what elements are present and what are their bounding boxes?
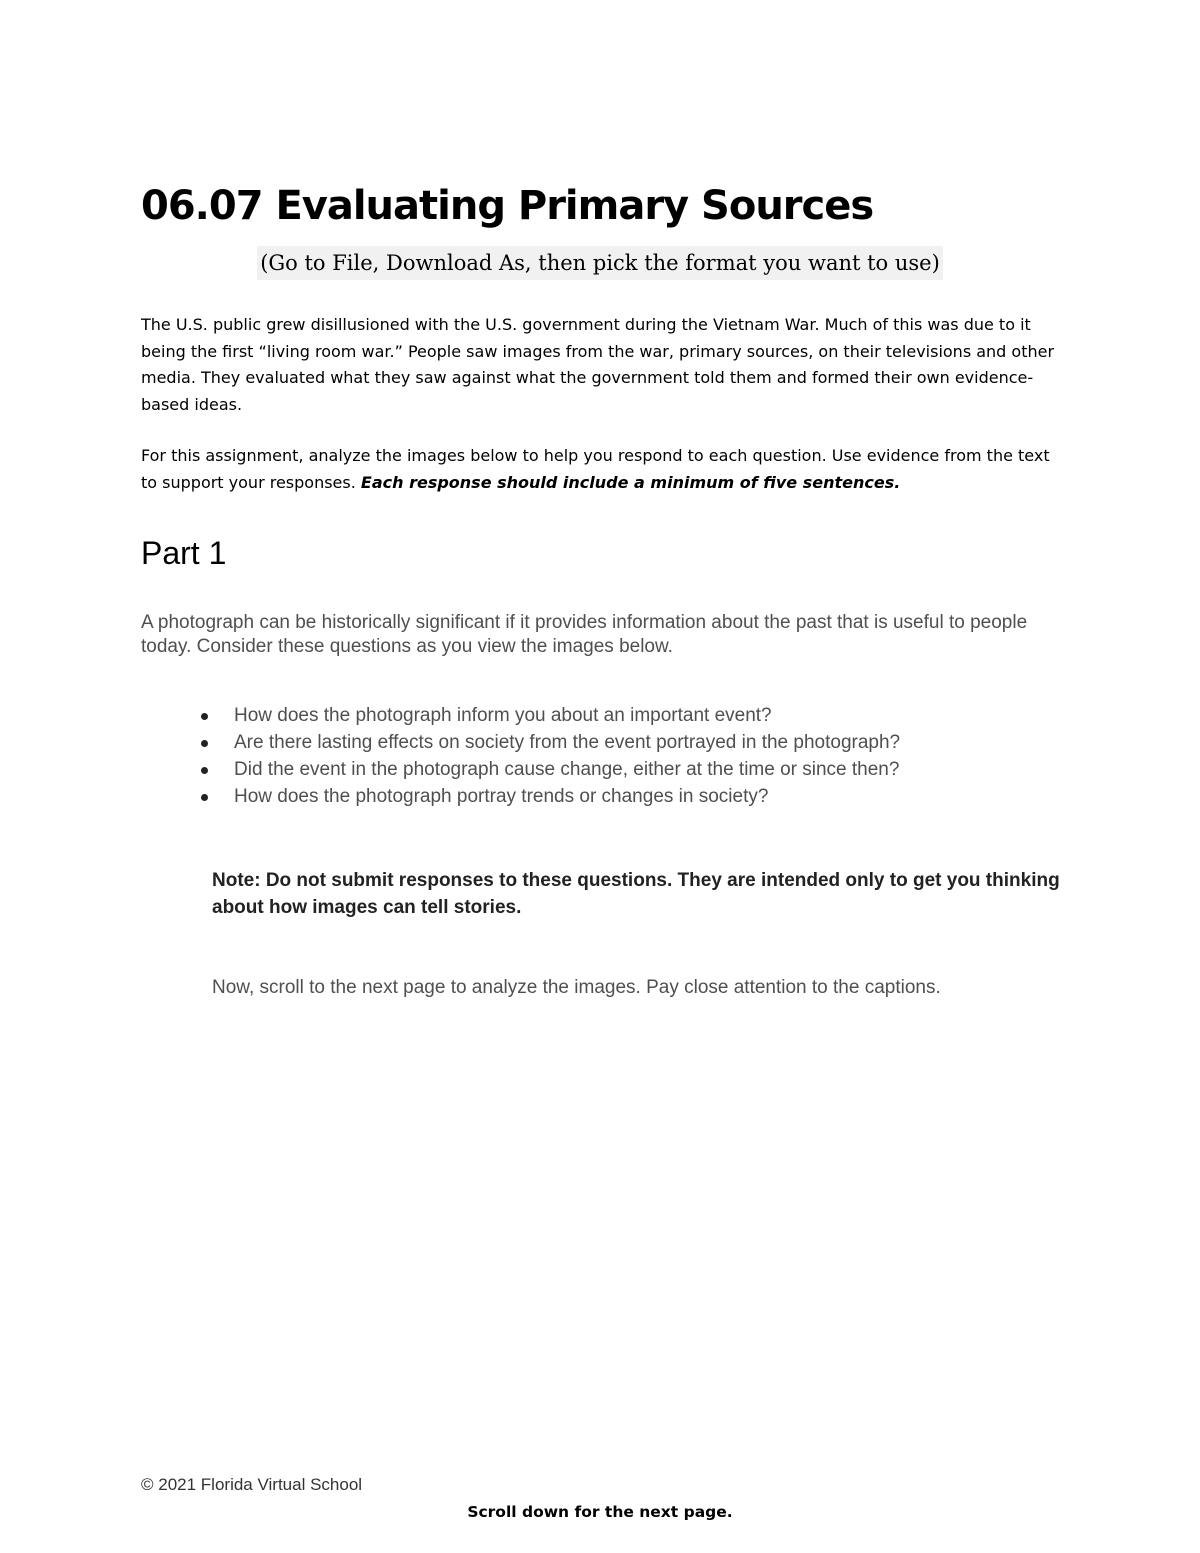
bullet-icon xyxy=(201,767,208,774)
list-item xyxy=(198,729,900,756)
list-item xyxy=(198,756,900,783)
assignment-paragraph xyxy=(141,443,1061,496)
note-text: Note: Do not submit responses to these questions. They are intended only to get you thinking about how images can tell stories. xyxy=(212,870,1060,918)
part-intro: A photograph can be historically significant if it provides information about the past that is useful to people today. Consider these questions as you view the images below. xyxy=(141,612,1028,657)
intro-paragraph: The U.S. public grew disillusioned with the U.S. government during the Vietnam War. Much of this was due to it being the first “living room war.” People saw images from the war, primary sources, on their televisions and other media. They evaluated what they saw against what the government told them and formed their own evidence-based ideas. xyxy=(141,315,1055,414)
bullet-icon xyxy=(201,740,208,747)
list-item xyxy=(198,783,900,810)
assignment-text: For this assignment, analyze the images below to help you respond to each question. Use evidence from the text to support your responses. xyxy=(141,446,1050,492)
copyright-text: © 2021 Florida Virtual School xyxy=(141,1475,363,1494)
part-heading: Part 1 xyxy=(141,535,227,571)
next-page-instruction: Now, scroll to the next page to analyze the images. Pay close attention to the captions. xyxy=(212,977,941,998)
question-text: Are there lasting effects on society from the event portrayed in the photograph? xyxy=(234,732,901,753)
bullet-icon xyxy=(201,794,208,801)
list-item xyxy=(198,702,900,729)
download-instruction: (Go to File, Download As, then pick the format you want to use) xyxy=(257,246,943,280)
document-title: 06.07 Evaluating Primary Sources xyxy=(141,183,874,229)
subtitle-container xyxy=(0,246,1200,280)
question-text: How does the photograph portray trends or changes in society? xyxy=(234,786,769,807)
scroll-down-note: Scroll down for the next page. xyxy=(467,1503,733,1521)
question-text: How does the photograph inform you about an important event? xyxy=(234,705,772,726)
question-list xyxy=(198,702,900,810)
bullet-icon xyxy=(201,713,208,720)
footer-container xyxy=(0,1500,1200,1524)
assignment-requirement: Each response should include a minimum of five sentences. xyxy=(360,472,901,492)
question-text: Did the event in the photograph cause change, either at the time or since then? xyxy=(234,759,900,780)
